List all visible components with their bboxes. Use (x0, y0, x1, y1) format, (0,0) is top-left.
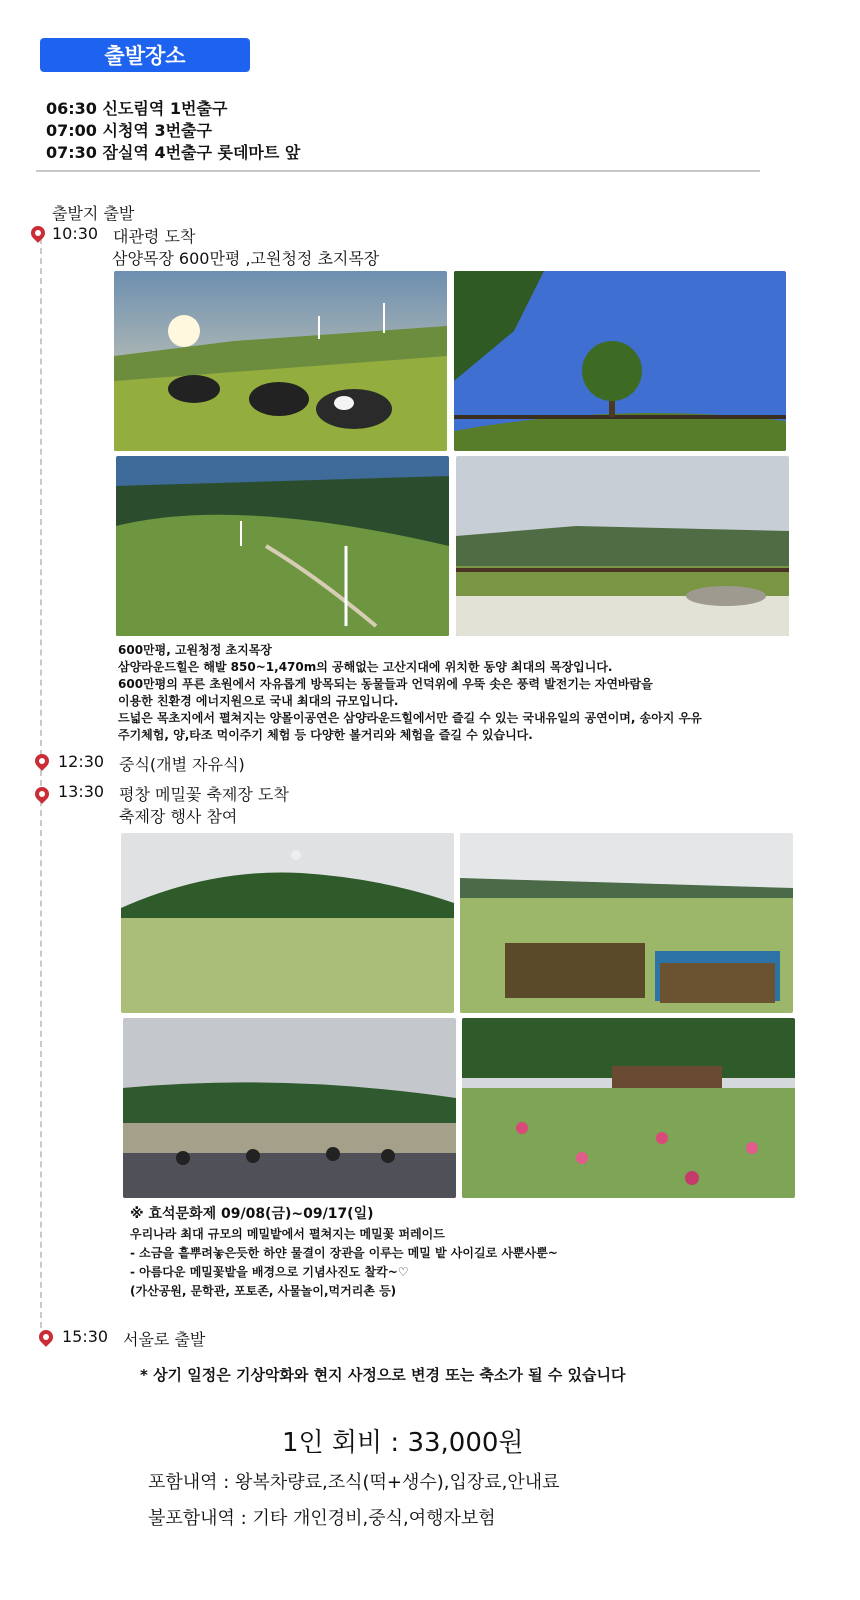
desc1-line: 삼양라운드힐은 해발 850~1,470m의 공해없는 고산지대에 위치한 동양 최대의 목장입니다. (118, 660, 613, 674)
fee: 1인 회비 : 33,000원 (282, 1428, 524, 1458)
divider (36, 170, 760, 172)
photo-cosmos-village (462, 1018, 795, 1198)
stop1-sub: 삼양목장 600만평 ,고원청정 초지목장 (112, 249, 380, 268)
depart-label: 출발지 출발 (52, 204, 135, 223)
desc1-line: 이용한 친환경 에너지원으로 국내 최대의 규모입니다. (118, 694, 399, 708)
map-pin-icon (36, 1327, 56, 1347)
desc2-line: - 소금을 흩뿌려놓은듯한 하얀 물결이 장관을 이루는 메밀 밭 사이길로 사뿐사뿐~ (130, 1246, 558, 1260)
stop3-sub: 축제장 행사 참여 (119, 807, 238, 826)
excluded: 불포함내역 : 기타 개인경비,중식,여행자보험 (148, 1508, 496, 1529)
stop2-title: 중식(개별 자유식) (119, 755, 245, 774)
map-pin-icon (32, 784, 52, 804)
desc1-line: 600만평, 고원청정 초지목장 (118, 643, 272, 657)
departure-2: 07:00 시청역 3번출구 (46, 121, 212, 140)
departure-1: 06:30 신도림역 1번출구 (46, 99, 228, 118)
desc2-line: (가산공원, 문학관, 포토존, 사물놀이,먹거리촌 등) (130, 1284, 397, 1298)
stop4-title: 서울로 출발 (123, 1330, 206, 1349)
desc1-line: 주기체험, 양,타조 먹이주기 체험 등 다양한 볼거리와 체험을 즐길 수 있습니다. (118, 728, 533, 742)
included: 포함내역 : 왕복차량료,조식(떡+생수),입장료,안내료 (148, 1472, 560, 1493)
desc1-line: 600만평의 푸른 초원에서 자유롭게 방목되는 동물들과 언덕위에 우뚝 솟은 풍력 발전기는 자연바람을 (118, 677, 653, 691)
photo-aerial-windfarm (116, 456, 449, 636)
stop2-time: 12:30 (58, 752, 105, 771)
photo-buckwheat-field (121, 833, 454, 1013)
stop3-title: 평창 메밀꽃 축제장 도착 (119, 785, 289, 804)
notice: * 상기 일정은 기상악화와 현지 사정으로 변경 또는 축소가 될 수 있습니다 (140, 1366, 626, 1384)
departure-badge: 출발장소 (40, 38, 250, 72)
map-pin-icon (28, 223, 48, 243)
desc2-line: 우리나라 최대 규모의 메밀밭에서 펼쳐지는 메밀꽃 퍼레이드 (130, 1227, 445, 1241)
photo-cows-pasture (114, 271, 447, 451)
map-pin-icon (32, 751, 52, 771)
desc2-line: ※ 효석문화제 09/08(금)~09/17(일) (130, 1206, 374, 1222)
stop1-title: 대관령 도착 (113, 227, 196, 246)
photo-tree-hill (454, 271, 786, 451)
stop3-time: 13:30 (58, 782, 105, 801)
photo-benches-field (460, 833, 793, 1013)
photo-festival-crowd (123, 1018, 456, 1198)
photo-fence-meadow (456, 456, 789, 636)
desc1-line: 드넓은 목초지에서 펼쳐지는 양몰이공연은 삼양라운드힐에서만 즐길 수 있는 국내유일의 공연이며, 송아지 우유 (118, 711, 702, 725)
desc2-line: - 아름다운 메밀꽃밭을 배경으로 기념사진도 찰칵~♡ (130, 1265, 409, 1279)
departure-3: 07:30 잠실역 4번출구 롯데마트 앞 (46, 143, 301, 162)
stop4-time: 15:30 (62, 1327, 109, 1346)
stop1-time: 10:30 (52, 224, 99, 243)
timeline-line (40, 238, 42, 1328)
